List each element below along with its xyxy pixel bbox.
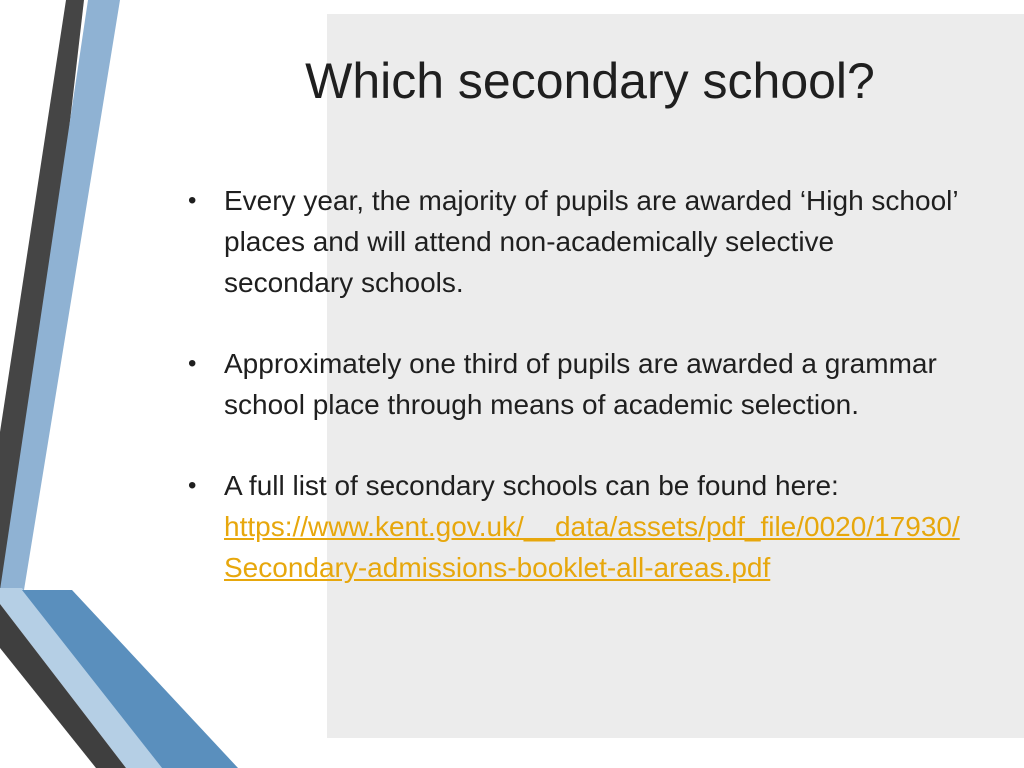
secondary-admissions-booklet-link[interactable]: https://www.kent.gov.uk/__data/assets/pdf_file/0020/17930/Secondary-admissions-booklet-all-areas.pdf [224,511,960,583]
bullet-text: Every year, the majority of pupils are awarded ‘High school’ places and will attend non-academically selective secondary schools. [224,185,958,298]
bullet-text: Approximately one third of pupils are awarded a grammar school place through means of academic selection. [224,348,937,420]
slide-title: Which secondary school? [305,53,875,109]
bullet-item [186,465,966,588]
bullet-list [186,180,966,628]
bullet-item [186,343,966,425]
bullet-text: A full list of secondary schools can be found here: [224,470,839,501]
bullet-item [186,180,966,303]
